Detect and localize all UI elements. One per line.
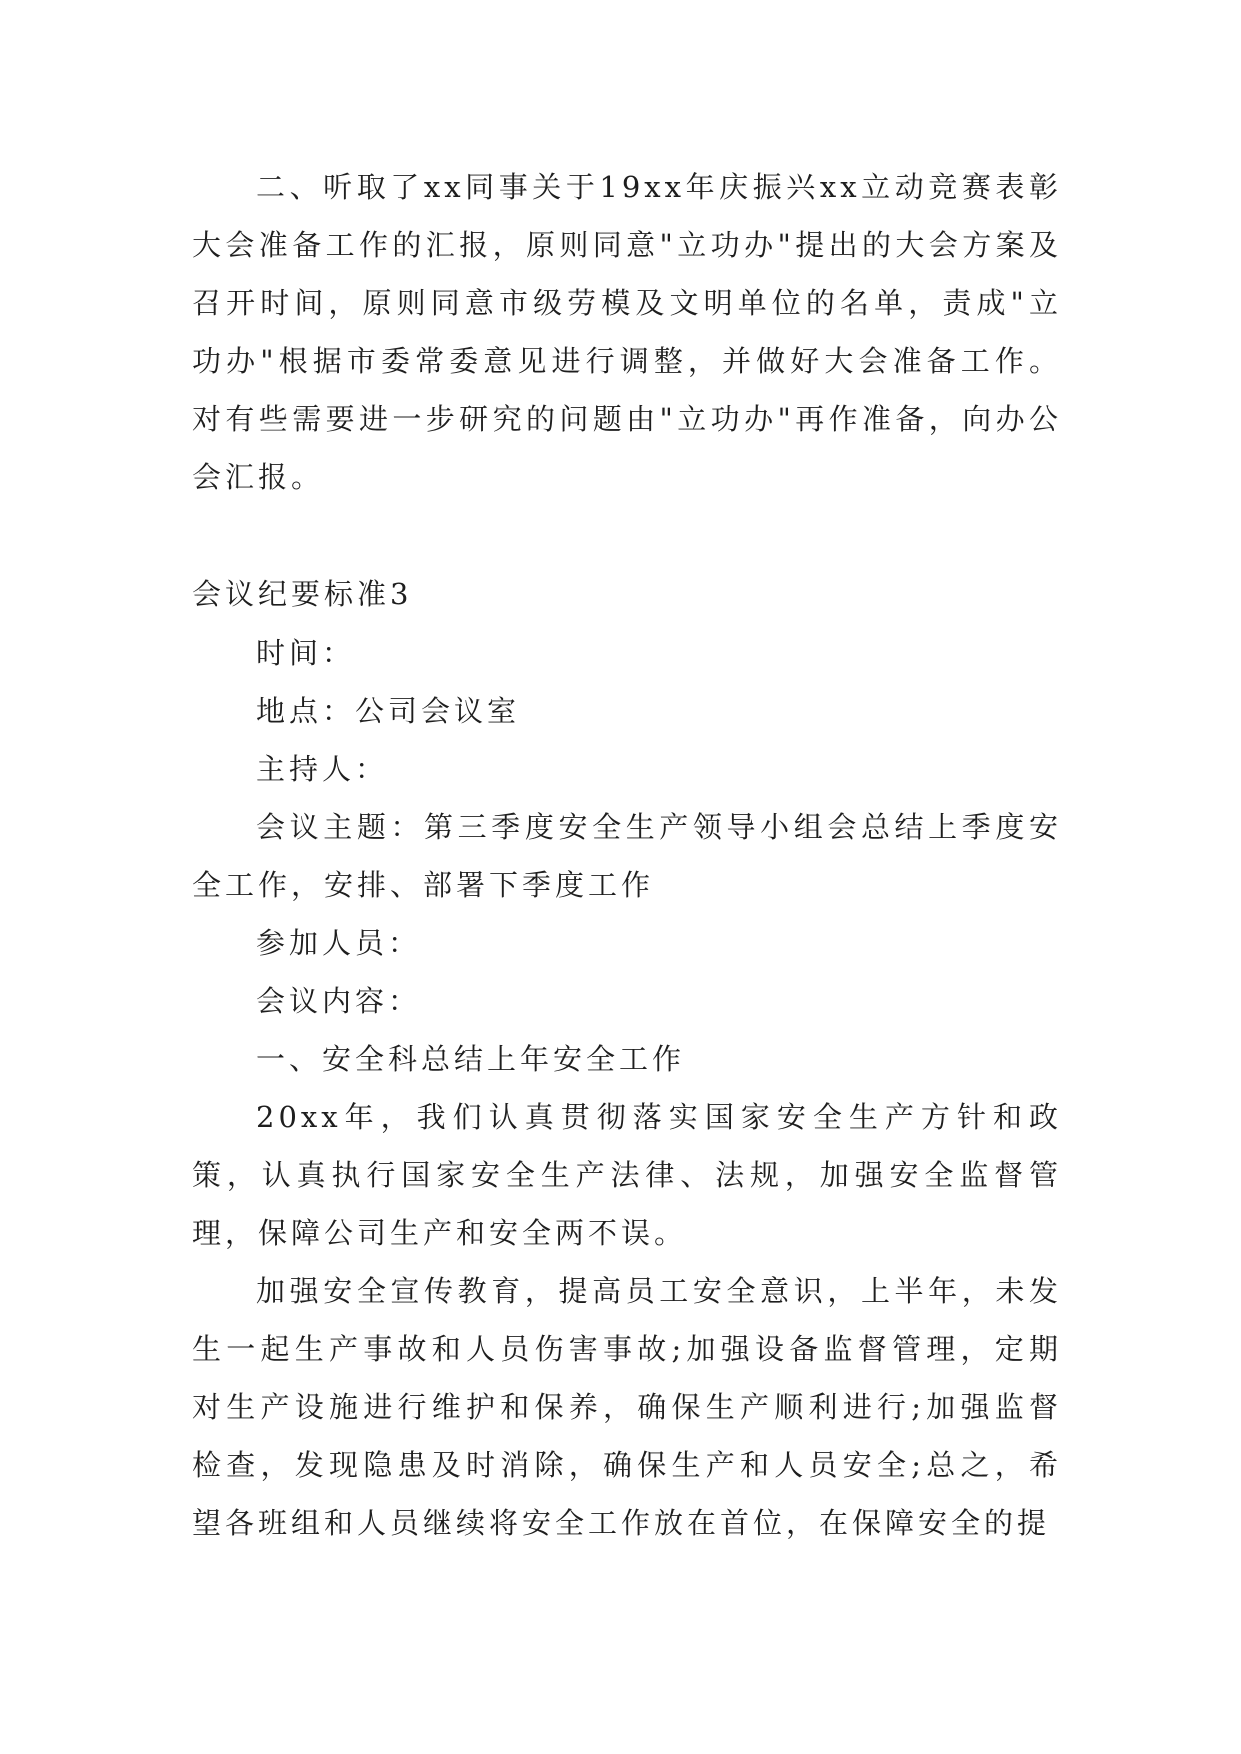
- meeting-theme: 会议主题：第三季度安全生产领导小组会总结上季度安全工作，安排、部署下季度工作: [192, 810, 1062, 902]
- meeting-time: 时间：: [256, 636, 356, 670]
- section-heading: 会议纪要标准3: [192, 577, 413, 611]
- meeting-details: [192, 624, 1062, 1552]
- paragraph-safety-measures: 加强安全宣传教育，提高员工安全意识，上半年，未发生一起生产事故和人员伤害事故;加强设备监督管理，定期对生产设施进行维护和保养，确保生产顺利进行;加强监督检查，发现隐患及时消除，确保生产和人员安全;总之，希望各班组和人员继续将安全工作放在首位，在保障安全的提: [192, 1274, 1062, 1540]
- item-1-heading: 一、安全科总结上年安全工作: [256, 1042, 686, 1076]
- meeting-host: 主持人：: [256, 752, 389, 786]
- meeting-content: 会议内容：: [256, 984, 422, 1018]
- paragraph-annual-summary: 20xx年，我们认真贯彻落实国家安全生产方针和政策，认真执行国家安全生产法律、法规，加强安全监督管理，保障公司生产和安全两不误。: [192, 1100, 1062, 1250]
- paragraph-approval-report: 二、听取了xx同事关于19xx年庆振兴xx立动竞赛表彰大会准备工作的汇报，原则同意"立功办"提出的大会方案及召开时间，原则同意市级劳模及文明单位的名单，责成"立功办"根据市委常委意见进行调整，并做好大会准备工作。对有些需要进一步研究的问题由"立功办"再作准备，向办公会汇报。: [192, 170, 1062, 494]
- meeting-participants: 参加人员：: [256, 926, 422, 960]
- meeting-location: 地点：公司会议室: [256, 694, 521, 728]
